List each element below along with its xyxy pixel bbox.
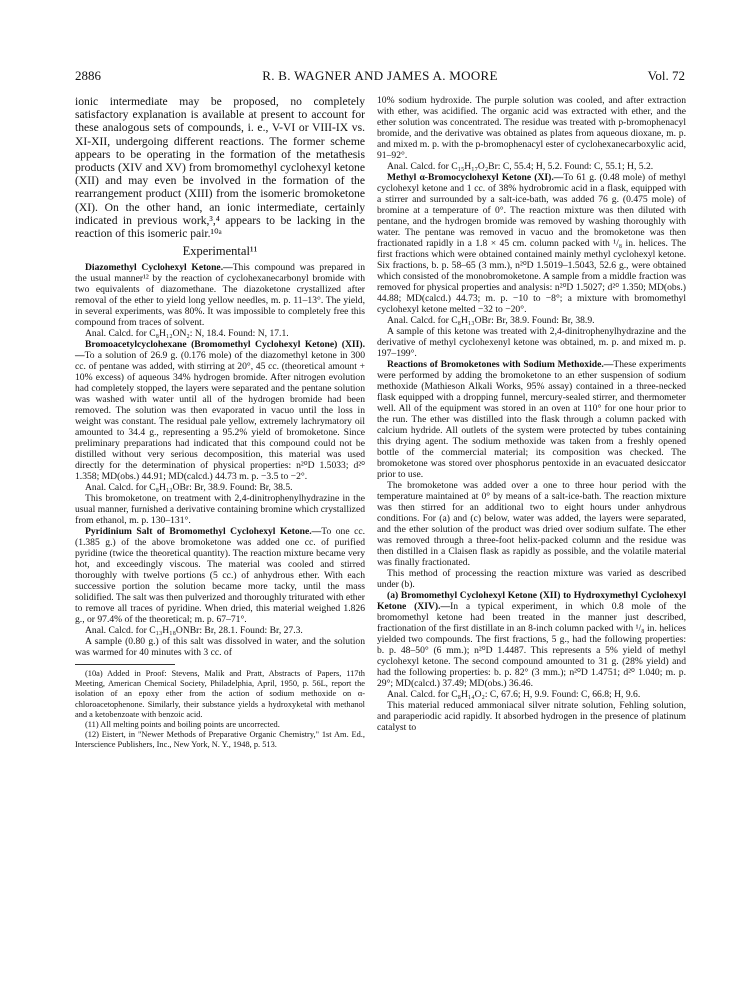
- paragraph: This material reduced ammoniacal silver nitrate solution, Fehling solution, and paraperiodic acid rapidly. It absorbed hydrogen in the presence of platinum catalyst to: [377, 700, 686, 733]
- section-bromoacetylcyclohexane: [75, 339, 365, 482]
- analysis-line: Anal. Calcd. for C₁₃H₁₈ONBr: Br, 28.1. Found: Br, 27.3.: [85, 625, 303, 637]
- discussion-paragraph: ionic intermediate may be proposed, no completely satisfactory explanation is available at present to account for these analogous sets of compounds, i. e., V-VI or VIII-IX vs. XI-XII, undergoing different reactions. The former scheme appears to be operating in the formation of the metathesis products (XIV and XV) from bromomethyl cyclohexyl ketone (XII) and may even be involved in the formation of the rearrangement product (XIII) from the isomeric bromoketone (XI). On the other hand, an ionic intermediate, certainly indicated in previous work,³,⁴ appears to be lacking in the reaction of this isomeric pair.¹⁰ᵃ: [75, 95, 365, 241]
- running-title: R. B. WAGNER AND JAMES A. MOORE: [262, 68, 498, 83]
- section-body: These experiments were performed by adding the bromoketone to an ether suspension of sodium methoxide (Mathieson Alkali Works, 95% assay) contained in a three-necked flask equipped with a dropping funnel, mercury-sealed stirrer, and thermometer well. All of the equipment was stored in an oven at 110° for one hour prior to the run. The ether was distilled into the flask through a column packed with calcium hydride. All outlets of the system were protected by tubes containing this drying agent. The sodium methoxide was taken from a freshly opened bottle of the commercial material; its composition was checked. The bromoketone was stored over phosphorus pentoxide in an evacuated desiccator prior to use.: [377, 359, 686, 480]
- section-sodium-methoxide-reactions: [377, 359, 686, 480]
- section-body: In a typical experiment, in which 0.8 mole of the bromomethyl ketone had been treated in the manner just described, fractionation of the first distillate in an 8-inch column packed with ¹/₈ in. helices yielded two compounds. The first fractions, 5 g., had the following properties: b. p. 48–50° (6 mm.); n²⁰D 1.4487. This represents a 5% yield of methyl cyclohexyl ketone. The second compound amounted to 31 g. (28% yield) and had the following properties: b. p. 82° (3 mm.); n²⁰D 1.4751; d²⁰ 1.040; m. p. 29°; MD(calcd.) 37.49; MD(obs.) 36.46.: [377, 601, 686, 689]
- section-body: To one cc. (1.385 g.) of the above bromoketone was added one cc. of purified pyridine (twice the theoretical quantity). The reaction mixture became very hot, and exceedingly viscous. The material was cooled and stirred thoroughly with twelve portions (5 cc.) of anhydrous ether. With each successive portion the solution became more tacky, until the mass solidified. The salt was then pulverized and thoroughly triturated with ether to remove all traces of pyridine. When dried, this material weighed 1.826 g., or 97.4% of the theoretical; m. p. 67–71°.: [75, 526, 365, 626]
- footnote-12: (12) Eistert, in "Newer Methods of Preparative Organic Chemistry," 1st Am. Ed., Interscience Publishers, Inc., New York, N. Y., 1948, p. 513.: [75, 729, 365, 749]
- section-title: Bromoacetylcyclohexane (Bromomethyl Cyclohexyl Ketone) (XII).—: [75, 339, 365, 362]
- analysis-line: Anal. Calcd. for C₈H₁₂ON₂: N, 18.4. Found: N, 17.1.: [85, 328, 289, 340]
- analysis-line: Anal. Calcd. for C₈H₁₃OBr: Br, 38.9. Found: Br, 38.9.: [387, 315, 595, 326]
- analysis-line: Anal. Calcd. for C₁₅H₁₇O₂Br: C, 55.4; H, 5.2. Found: C, 55.1; H, 5.2.: [387, 161, 654, 172]
- section-title: Reactions of Bromoketones with Sodium Methoxide.—: [387, 359, 614, 370]
- footnotes: [75, 669, 365, 750]
- discussion-text: [75, 95, 365, 240]
- section-body: This compound was prepared in the usual manner¹² by the reaction of cyclohexanecarbonyl bromide with two equivalents of diazomethane. The diazoketone crystallized after removal of the ether to yield long yellow needles, m. p. 11–13°. The yield, in several experiments, was 80%. It was impossible to completely free this compound from traces of solvent.: [75, 262, 365, 329]
- section-title: (a) Bromomethyl Cyclohexyl Ketone (XII) to Hydroxymethyl Cyclohexyl Ketone (XIV).—: [377, 590, 686, 612]
- experimental-text: [75, 262, 365, 658]
- running-header: [75, 68, 685, 86]
- footnote-11: (11) All melting points and boiling points are uncorrected.: [85, 719, 280, 729]
- paragraph: 10% sodium hydroxide. The purple solution was cooled, and after extraction with ether, was acidified. The organic acid was extracted with ether, and the ether solution was concentrated. The residue was treated with p-bromophenacyl bromide, and the derivative was obtained as plates from aqueous dioxane, m. p. and mixed m. p. with the p-bromophenacyl ester of cyclohexanecarboxylic acid, 91–92°.: [377, 95, 686, 161]
- paragraph: This method of processing the reaction mixture was varied as described under (b).: [377, 568, 686, 590]
- volume-label: Vol. 72: [647, 68, 685, 83]
- left-column: [75, 95, 365, 750]
- paragraph: The bromoketone was added over a one to three hour period with the temperature maintained at 0° by means of a salt-ice-bath. The reaction mixture was then stirred for an additional two to eight hours under anhydrous conditions. For (a) and (c) below, water was added, the layers were separated, and the ether solution of the product was dried over sodium sulfate. The ether was removed through a three-foot helix-packed column and the residue was then distilled in a Claisen flask as rapidly as possible, and the volatile material was finally fractionated.: [377, 480, 686, 568]
- section-pyridinium-salt: [75, 526, 365, 625]
- section-hydroxymethyl-ketone: [377, 590, 686, 689]
- analysis-line: Anal. Calcd. for C₈H₁₃OBr: Br, 38.9. Found: Br, 38.5.: [85, 482, 293, 494]
- analysis-line: Anal. Calcd. for C₈H₁₄O₂: C, 67.6; H, 9.9. Found: C, 66.8; H, 9.6.: [387, 689, 641, 700]
- section-title: Methyl α-Bromocyclohexyl Ketone (XI).—: [387, 172, 564, 183]
- section-title: Diazomethyl Cyclohexyl Ketone.—: [85, 262, 233, 274]
- paragraph: A sample of this ketone was treated with 2,4-dinitrophenylhydrazine and the derivative of methyl cyclohexenyl ketone was obtained, m. p. and mixed m. p. 197–199°.: [377, 326, 686, 359]
- experimental-heading: Experimental¹¹: [182, 244, 258, 259]
- section-title: Pyridinium Salt of Bromomethyl Cyclohexyl Ketone.—: [85, 526, 322, 538]
- page-number: 2886: [75, 68, 101, 83]
- section-body: To 61 g. (0.48 mole) of methyl cyclohexyl ketone and 1 cc. of 38% hydrobromic acid in a flask, equipped with a stirrer and surrounded by a salt-ice-bath, was added 76 g. (0.475 mole) of bromine at a temperature of 0°. The reaction mixture was then diluted with pentane, and the hydrogen bromide was removed by washing thoroughly with water. The pentane was removed in vacuo and the bromoketone was then fractionated rapidly in a 1.8 × 45 cm. column packed with ¹/₈ in. helices. The first fractions which were obtained contained mainly methyl cyclohexyl ketone. Six fractions, b. p. 58–65 (3 mm.), n²⁰D 1.5019–1.5043, 52.6 g., were obtained which consisted of the monobromoketone. A sample from a middle fraction was removed for physical properties and analysis: n²⁰D 1.5027; d²⁰ 1.350; MD(obs.) 44.88; MD(calcd.) 44.73; m. p. −10 to −8°; a mixture with bromomethyl cyclohexyl ketone melted −32 to −20°.: [377, 172, 686, 315]
- footnote-10a: (10a) Added in Proof: Stevens, Malik and Pratt, Abstracts of Papers, 117th Meeting, American Chemical Society, Philadelphia, April, 1950, p. 56L, report the isolation of an epoxy ether from the action of sodium methoxide on α-chloroacetophenone. Similarly, their substance yields a hydroxyketal with methanol and a ketobenzoate with benzoic acid.: [75, 669, 365, 719]
- section-methyl-bromocyclohexyl-ketone: [377, 172, 686, 315]
- paragraph: A sample (0.80 g.) of this salt was dissolved in water, and the solution was warmed for 40 minutes with 3 cc. of: [75, 636, 365, 659]
- section-body: To a solution of 26.9 g. (0.176 mole) of the diazomethyl ketone in 300 cc. of pentane was added, with stirring at 20°, 45 cc. (theoretical amount + 10% excess) of aqueous 34% hydrogen bromide. After nitrogen evolution had completely stopped, the layers were separated and the pentane solution was washed with water until all of the hydrogen bromide had been removed. The solution was then evaporated in vacuo until the loss in weight was constant. The residual pale yellow, extremely lachrymatory oil amounted to 34.4 g., representing a 95.2% yield of bromoketone. Since preliminary preparations had indicated that this compound could not be distilled without very serious decomposition, this material was used directly for the determination of physical properties: n²⁰D 1.5033; d²⁰ 1.358; MD(obs.) 44.91; MD(calcd.) 44.73 m. p. −3.5 to −2°.: [75, 350, 365, 483]
- section-diazomethyl-ketone: [75, 262, 365, 328]
- right-column: [377, 95, 686, 733]
- footnote-divider: [75, 664, 175, 665]
- paragraph: This bromoketone, on treatment with 2,4-dinitrophenylhydrazine in the usual manner, furnished a derivative containing bromine which crystallized from ethanol, m. p. 130–131°.: [75, 493, 365, 527]
